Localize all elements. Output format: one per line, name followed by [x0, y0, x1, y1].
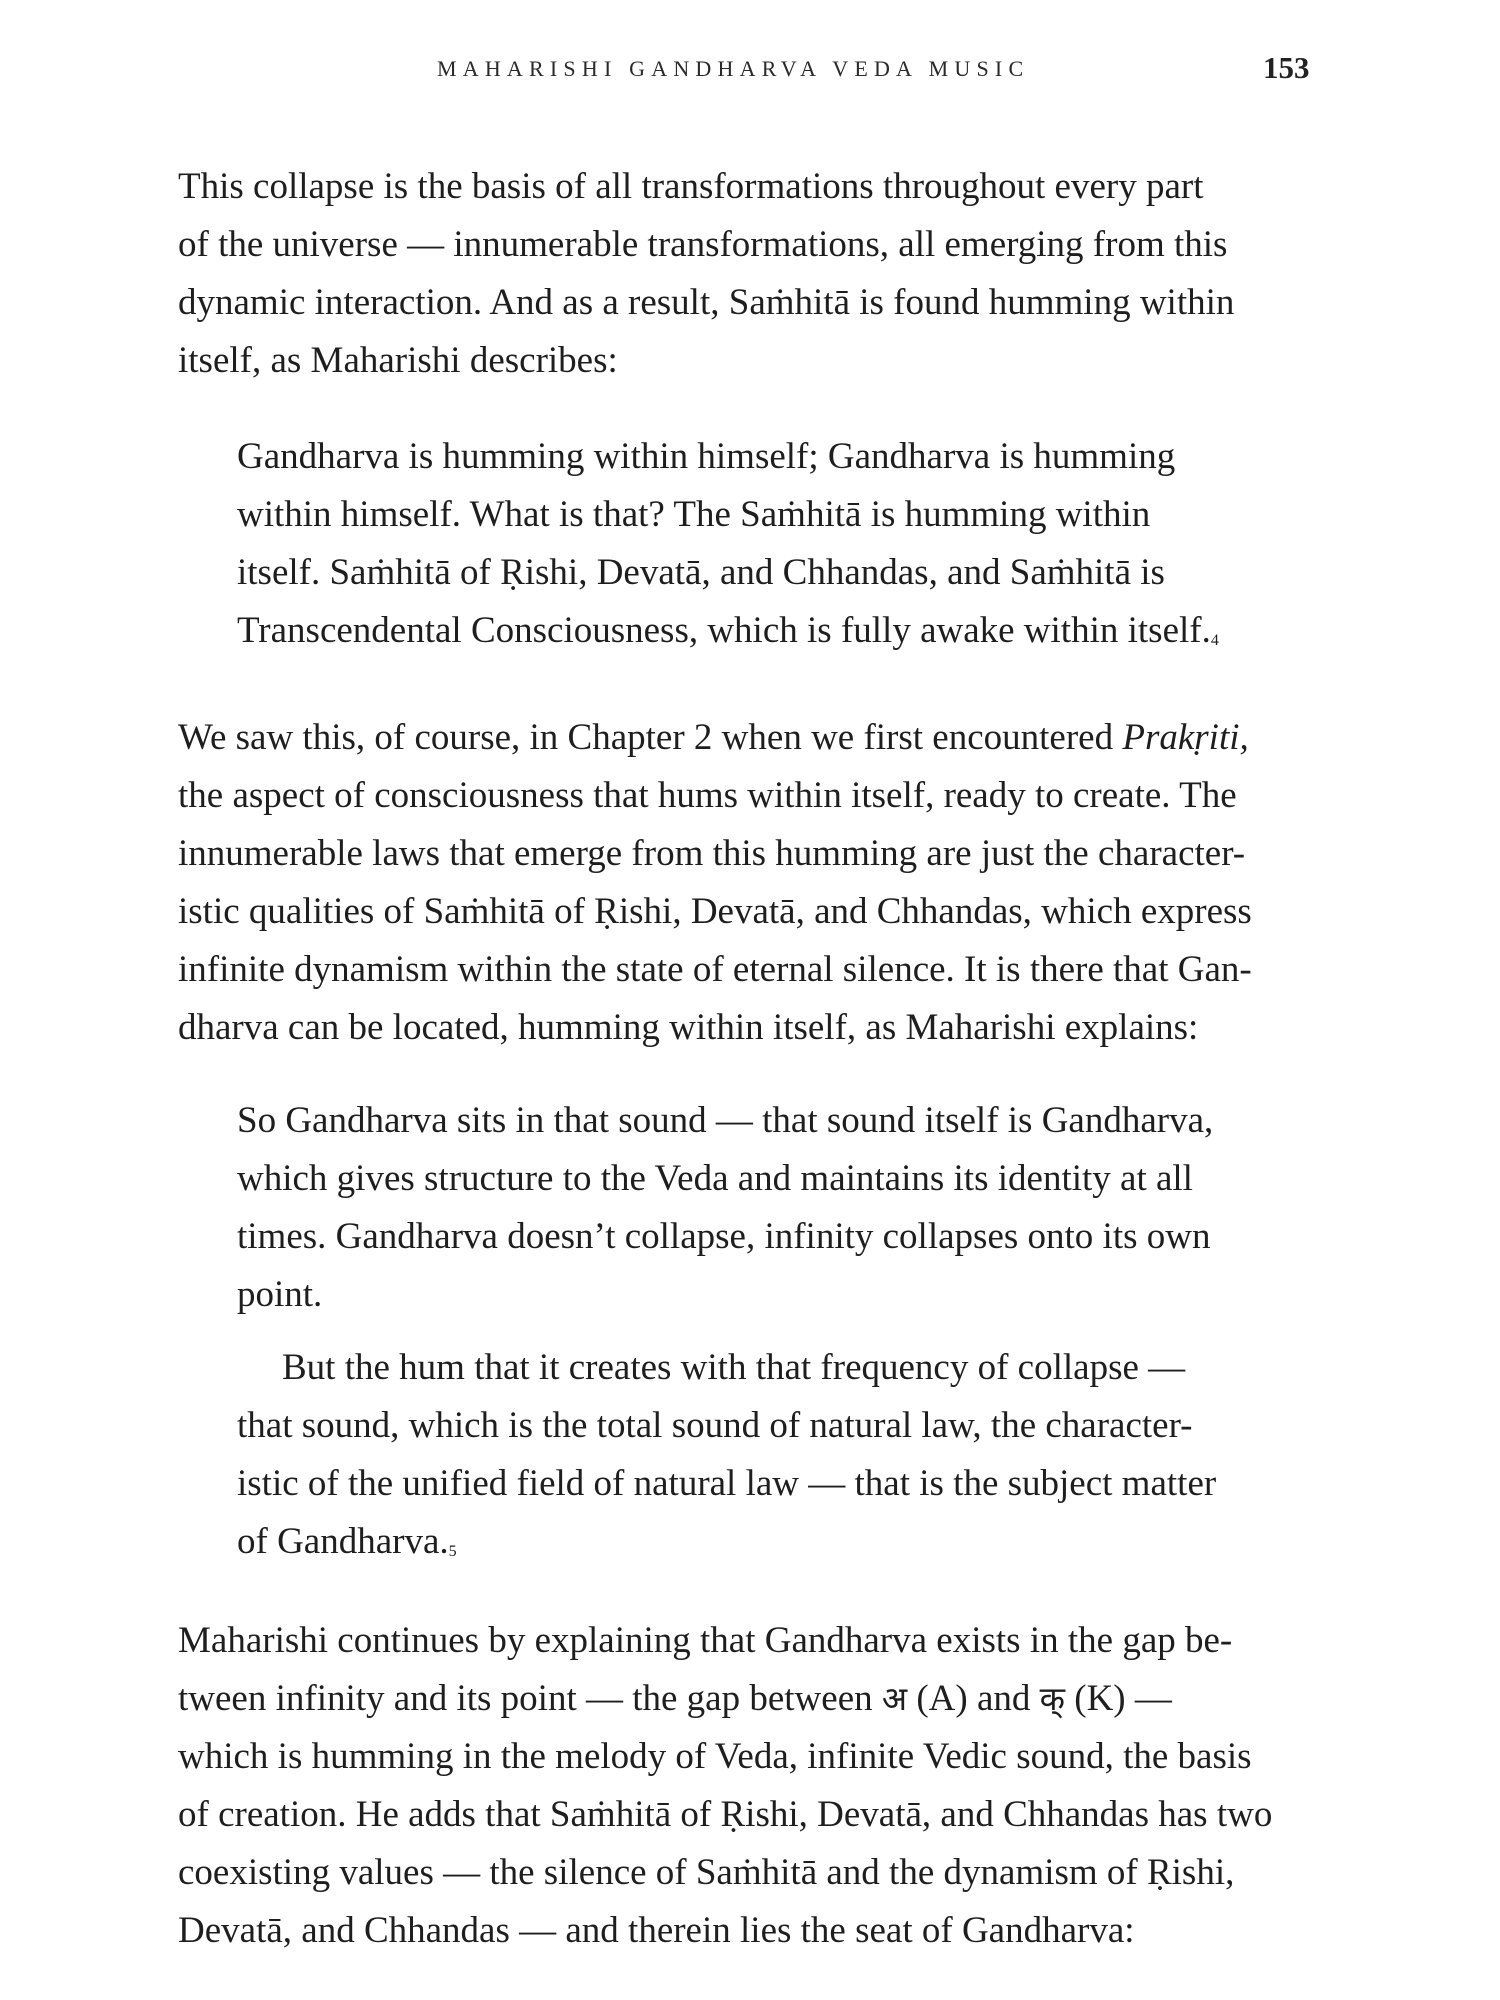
paragraph-3	[178, 1612, 1326, 1960]
text-line: istic qualities of Saṁhitā of Ṛishi, Devatā, and Chhandas, which express	[178, 891, 1252, 932]
block-quote-1	[237, 428, 1267, 660]
text-line: that sound, which is the total sound of natural law, the character-	[237, 1405, 1193, 1446]
paragraph-2	[178, 709, 1326, 1057]
text-line: innumerable laws that emerge from this humming are just the character-	[178, 833, 1246, 874]
text-line: which gives structure to the Veda and maintains its identity at all	[237, 1158, 1193, 1199]
footnote-ref-5: 5	[448, 1543, 457, 1560]
footnote-ref-4: 4	[1210, 632, 1219, 649]
devanagari-k: क्	[1039, 1679, 1065, 1718]
italic-term-prakriti: Prakṛiti,	[1122, 717, 1249, 758]
text-line: So Gandharva sits in that sound — that sound itself is Gandharva,	[237, 1100, 1214, 1141]
page-number: 153	[1263, 50, 1310, 85]
text-line-content: Transcendental Consciousness, which is fully awake within itself.	[237, 610, 1211, 651]
text-line: of the universe — innumerable transformations, all emerging from this	[178, 224, 1228, 265]
devanagari-a: अ	[881, 1679, 908, 1718]
text-line: istic of the unified field of natural law — that is the subject matter	[237, 1463, 1217, 1504]
text-line: infinite dynamism within the state of eternal silence. It is there that Gan-	[178, 949, 1252, 990]
text-line: Gandharva is humming within himself; Gandharva is humming	[237, 436, 1176, 477]
text-line: itself. Saṁhitā of Ṛishi, Devatā, and Chhandas, and Saṁhitā is	[237, 552, 1165, 593]
paragraph-1	[178, 158, 1326, 390]
text-line-content: of Gandharva.	[237, 1521, 449, 1562]
text-line: But the hum that it creates with that frequency of collapse —	[282, 1347, 1186, 1388]
text-line: point.	[237, 1274, 323, 1315]
text-line: dharva can be located, humming within itself, as Maharishi explains:	[178, 1007, 1199, 1048]
text-line: dynamic interaction. And as a result, Saṁhitā is found humming within	[178, 282, 1235, 323]
text-line-content: tween infinity and its point — the gap between	[178, 1678, 882, 1719]
block-quote-2	[237, 1092, 1267, 1324]
running-head: MAHARISHI GANDHARVA VEDA MUSIC	[437, 56, 1030, 81]
block-quote-3	[237, 1339, 1267, 1571]
text-line	[178, 1670, 1326, 1728]
text-line: which is humming in the melody of Veda, infinite Vedic sound, the basis	[178, 1736, 1252, 1777]
text-line-content: (K) —	[1065, 1678, 1172, 1719]
text-line: Maharishi continues by explaining that Gandharva exists in the gap be-	[178, 1620, 1233, 1661]
text-line	[178, 709, 1326, 767]
text-line: Devatā, and Chhandas — and therein lies the seat of Gandharva:	[178, 1910, 1135, 1951]
text-line: within himself. What is that? The Saṁhitā is humming within	[237, 494, 1151, 535]
text-line	[237, 1513, 1267, 1571]
text-line: the aspect of consciousness that hums within itself, ready to create. The	[178, 775, 1237, 816]
text-line: coexisting values — the silence of Saṁhitā and the dynamism of Ṛishi,	[178, 1852, 1235, 1893]
text-line-content: We saw this, of course, in Chapter 2 when we first encountered	[178, 717, 1123, 758]
text-line: times. Gandharva doesn’t collapse, infinity collapses onto its own	[237, 1216, 1211, 1257]
text-line: This collapse is the basis of all transformations throughout every part	[178, 166, 1204, 207]
text-line-content: (A) and	[907, 1678, 1040, 1719]
text-line	[237, 602, 1267, 660]
text-line: itself, as Maharishi describes:	[178, 340, 618, 381]
text-line: of creation. He adds that Saṁhitā of Ṛishi, Devatā, and Chhandas has two	[178, 1794, 1273, 1835]
